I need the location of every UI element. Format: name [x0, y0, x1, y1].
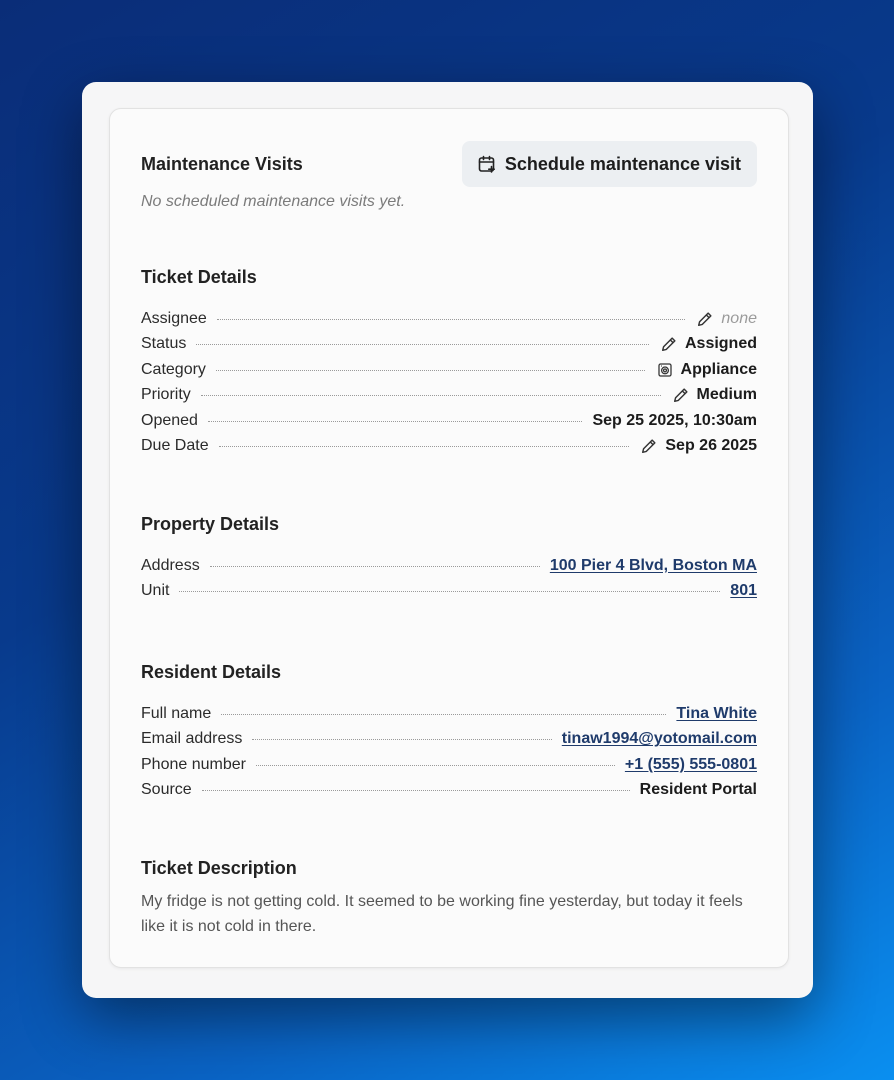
leader-line [208, 420, 583, 422]
full-name-label: Full name [141, 704, 212, 722]
category-value [655, 360, 757, 380]
source-value: Resident Portal [639, 781, 757, 799]
leader-line [210, 565, 540, 567]
email-link[interactable]: tinaw1994@yotomail.com [561, 730, 757, 748]
property-row-address [141, 553, 757, 579]
leader-line [216, 369, 645, 371]
leader-line [256, 764, 615, 766]
opened-label: Opened [141, 411, 198, 429]
pencil-icon[interactable] [671, 385, 691, 405]
priority-value[interactable] [671, 385, 757, 405]
ticket-row-status [141, 332, 757, 358]
resident-row-full-name [141, 701, 757, 727]
ticket-row-due-date [141, 434, 757, 460]
ticket-details-title: Ticket Details [141, 267, 257, 287]
leader-line [201, 394, 661, 396]
ticket-card [109, 108, 789, 968]
ticket-description-title: Ticket Description [141, 858, 297, 878]
resident-row-source [141, 778, 757, 804]
email-label: Email address [141, 730, 243, 748]
pencil-icon[interactable] [639, 436, 659, 456]
priority-text: Medium [696, 386, 757, 404]
resident-row-phone [141, 752, 757, 778]
schedule-maintenance-label: Schedule maintenance visit [504, 153, 741, 174]
ticket-description-text: My fridge is not getting cold. It seemed to be working fine yesterday, but today it feels like it is not cold in there. [141, 893, 743, 935]
appliance-icon [655, 360, 675, 380]
phone-link[interactable]: +1 (555) 555-0801 [624, 755, 757, 773]
calendar-add-icon [477, 154, 497, 174]
ticket-description-section [141, 858, 757, 939]
resident-details-title: Resident Details [141, 662, 282, 682]
category-label: Category [141, 360, 206, 378]
pencil-icon[interactable] [695, 309, 715, 329]
opened-value: Sep 25 2025, 10:30am [592, 411, 757, 429]
full-name-link[interactable]: Tina White [676, 704, 757, 722]
leader-line [202, 789, 630, 791]
unit-label: Unit [141, 582, 170, 600]
address-link[interactable]: 100 Pier 4 Blvd, Boston MA [549, 556, 757, 574]
assignee-label: Assignee [141, 309, 207, 327]
leader-line [179, 590, 720, 592]
maintenance-header [141, 141, 757, 187]
due-date-text: Sep 26 2025 [665, 437, 757, 455]
resident-row-email [141, 727, 757, 753]
status-text: Assigned [684, 335, 757, 353]
schedule-maintenance-button[interactable] [462, 141, 757, 187]
assignee-text: none [721, 309, 757, 327]
category-text: Appliance [680, 360, 757, 378]
maintenance-title: Maintenance Visits [141, 153, 303, 174]
ticket-row-category [141, 357, 757, 383]
phone-label: Phone number [141, 755, 246, 773]
source-label: Source [141, 781, 192, 799]
leader-line [219, 445, 630, 447]
due-date-label: Due Date [141, 437, 209, 455]
panel-backdrop [82, 82, 813, 998]
property-row-unit [141, 579, 757, 605]
leader-line [217, 318, 686, 320]
address-label: Address [141, 556, 200, 574]
ticket-row-assignee [141, 306, 757, 332]
leader-line [252, 738, 551, 740]
leader-line [221, 713, 666, 715]
ticket-row-opened [141, 408, 757, 434]
property-details-section [141, 514, 757, 604]
status-value[interactable] [659, 334, 757, 354]
resident-details-section [141, 662, 757, 803]
unit-link[interactable]: 801 [730, 582, 757, 600]
ticket-details-section [141, 267, 757, 459]
priority-label: Priority [141, 386, 191, 404]
assignee-value[interactable] [695, 309, 757, 329]
ticket-row-priority [141, 383, 757, 409]
property-details-title: Property Details [141, 514, 280, 534]
status-label: Status [141, 335, 187, 353]
pencil-icon[interactable] [659, 334, 679, 354]
leader-line [196, 343, 649, 345]
maintenance-empty-text: No scheduled maintenance visits yet. [141, 193, 406, 210]
due-date-value[interactable] [639, 436, 757, 456]
